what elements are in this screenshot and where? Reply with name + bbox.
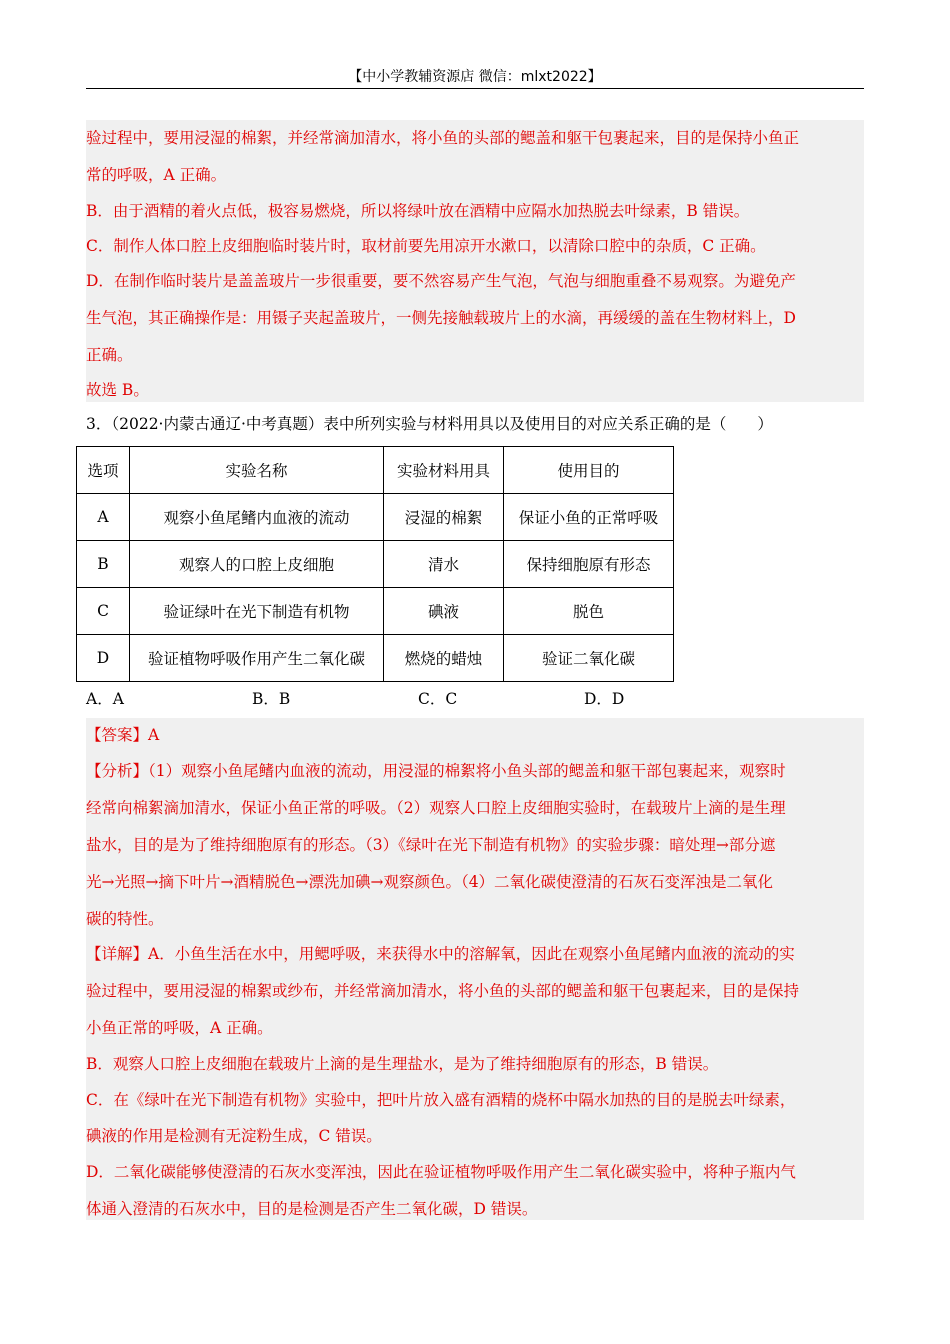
detail-line: 碘液的作用是检测有无淀粉生成，C 错误。: [86, 1127, 382, 1145]
header-cell: 实验名称: [130, 447, 384, 494]
table-cell: 脱色: [504, 588, 674, 635]
question-stem: 3．（2022·内蒙古通辽·中考真题）表中所列实验与材料用具以及使用目的对应关系正确的是（ ）: [86, 415, 773, 433]
table-cell: C: [77, 588, 130, 635]
analysis-line: 碳的特性。: [86, 910, 164, 928]
block1-line: 故选 B。: [86, 381, 149, 399]
table-cell: 观察小鱼尾鳍内血液的流动: [130, 494, 384, 541]
header-cell: 使用目的: [504, 447, 674, 494]
table-header-row: [77, 447, 674, 494]
header-cell: 选项: [77, 447, 130, 494]
table-cell: B: [77, 541, 130, 588]
block1-line: 生气泡，其正确操作是：用镊子夹起盖玻片，一侧先接触载玻片上的水滴，再缓缓的盖在生物材料上，D: [86, 309, 796, 327]
answer-line: 【答案】A: [86, 726, 160, 744]
analysis-line: 经常向棉絮滴加清水，保证小鱼正常的呼吸。（2）观察人口腔上皮细胞实验时，在载玻片上滴的是生理: [86, 799, 786, 817]
table-cell: 碘液: [384, 588, 504, 635]
table-cell: A: [77, 494, 130, 541]
option-a: A．A: [86, 690, 124, 708]
option-b: B．B: [252, 690, 291, 708]
table-cell: 验证二氧化碳: [504, 635, 674, 682]
detail-line: 【详解】A．小鱼生活在水中，用鳃呼吸，来获得水中的溶解氧，因此在观察小鱼尾鳍内血液的流动的实: [86, 945, 795, 963]
analysis-line: 盐水，目的是为了维持细胞原有的形态。（3）《绿叶在光下制造有机物》的实验步骤：暗处理→部分遮: [86, 836, 776, 854]
header-cell: 实验材料用具: [384, 447, 504, 494]
block1-line: 正确。: [86, 346, 133, 364]
block1-line: 常的呼吸，A 正确。: [86, 166, 227, 184]
detail-line: 验过程中，要用浸湿的棉絮或纱布，并经常滴加清水，将小鱼的头部的鳃盖和躯干包裹起来，目的是保持: [86, 982, 800, 1000]
analysis-line: 光→光照→摘下叶片→酒精脱色→漂洗加碘→观察颜色。（4）二氧化碳使澄清的石灰石变浑浊是二氧化: [86, 873, 774, 891]
table-cell: 保证小鱼的正常呼吸: [504, 494, 674, 541]
option-c: C．C: [418, 690, 458, 708]
table-cell: 保持细胞原有形态: [504, 541, 674, 588]
detail-line: C．在《绿叶在光下制造有机物》实验中，把叶片放入盛有酒精的烧杯中隔水加热的目的是脱去叶绿素，: [86, 1091, 796, 1109]
detail-line: 小鱼正常的呼吸，A 正确。: [86, 1019, 273, 1037]
table-row: [77, 588, 674, 635]
table-cell: 浸湿的棉絮: [384, 494, 504, 541]
block1-line: C．制作人体口腔上皮细胞临时装片时，取材前要先用凉开水漱口，以清除口腔中的杂质，C 正确。: [86, 237, 766, 255]
table-row: [77, 494, 674, 541]
detail-line: D．二氧化碳能够使澄清的石灰水变浑浊，因此在验证植物呼吸作用产生二氧化碳实验中，将种子瓶内气: [86, 1163, 796, 1181]
table-cell: 验证绿叶在光下制造有机物: [130, 588, 384, 635]
option-d: D．D: [584, 690, 625, 708]
table-row: [77, 541, 674, 588]
page-header: 【中小学教辅资源店 微信：mlxt2022】: [86, 66, 864, 89]
table-row: [77, 635, 674, 682]
table-cell: 燃烧的蜡烛: [384, 635, 504, 682]
table-cell: D: [77, 635, 130, 682]
analysis-line: 【分析】（1）观察小鱼尾鳍内血液的流动，用浸湿的棉絮将小鱼头部的鳃盖和躯干部包裹起来，观察时: [86, 762, 786, 780]
table-cell: 观察人的口腔上皮细胞: [130, 541, 384, 588]
detail-line: B．观察人口腔上皮细胞在载玻片上滴的是生理盐水，是为了维持细胞原有的形态，B 错误。: [86, 1055, 719, 1073]
block1-line: B．由于酒精的着火点低，极容易燃烧，所以将绿叶放在酒精中应隔水加热脱去叶绿素，B 错误。: [86, 202, 750, 220]
table-cell: 验证植物呼吸作用产生二氧化碳: [130, 635, 384, 682]
block1-line: D．在制作临时装片是盖盖玻片一步很重要，要不然容易产生气泡，气泡与细胞重叠不易观察。为避免产: [86, 272, 796, 290]
block1-line: 验过程中，要用浸湿的棉絮，并经常滴加清水，将小鱼的头部的鳃盖和躯干包裹起来，目的是保持小鱼正: [86, 129, 800, 147]
detail-line: 体通入澄清的石灰水中，目的是检测是否产生二氧化碳，D 错误。: [86, 1200, 538, 1218]
table-cell: 清水: [384, 541, 504, 588]
experiment-table: [76, 446, 674, 682]
